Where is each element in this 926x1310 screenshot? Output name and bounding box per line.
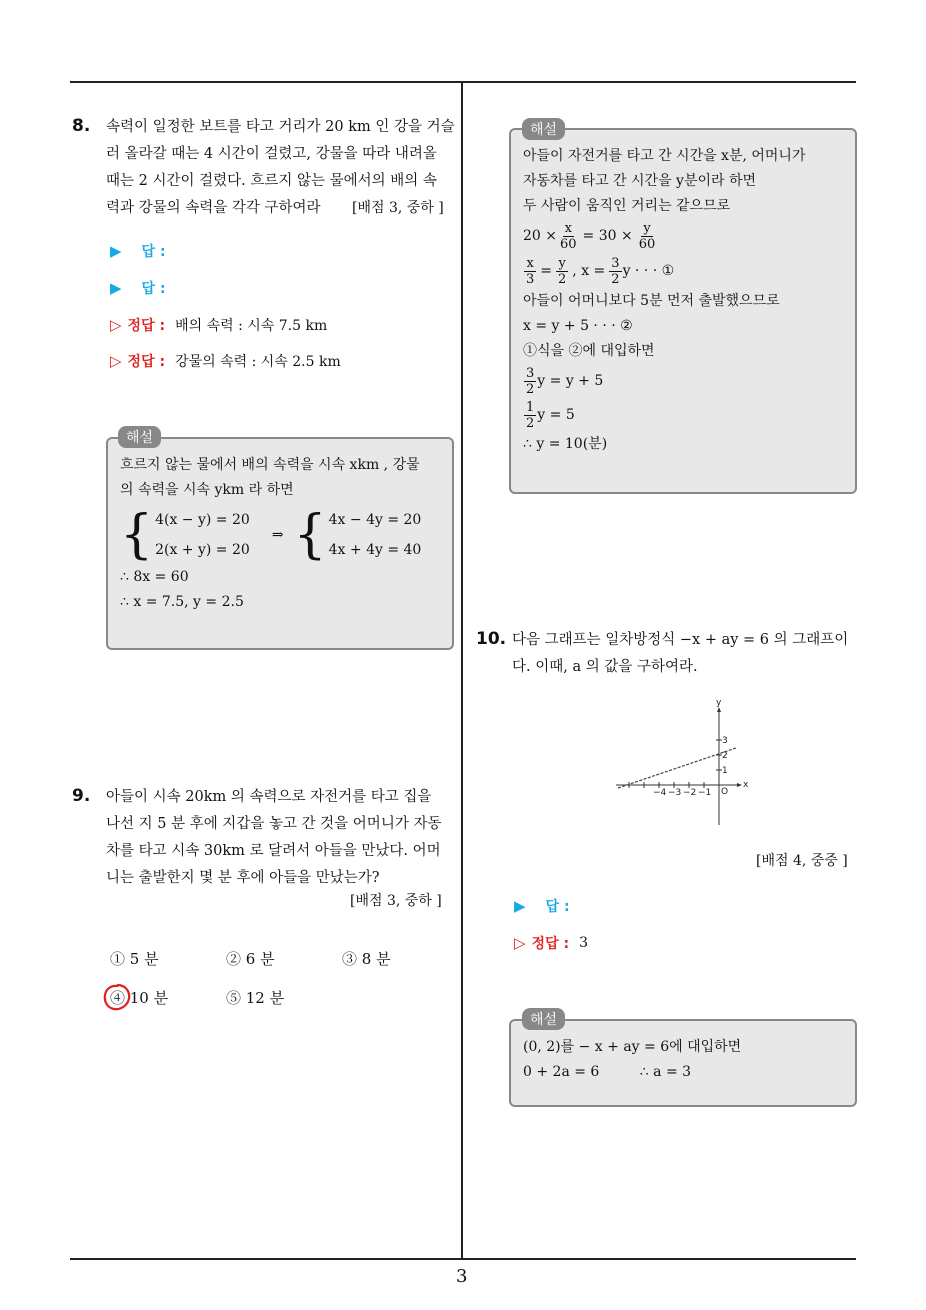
x-tick-label: −1 bbox=[698, 788, 712, 798]
fraction: $\frac{y}{60}$ bbox=[638, 220, 656, 252]
option-2[interactable]: ② 6 분 bbox=[226, 950, 275, 968]
question-line: 나선 지 5 분 후에 지갑을 놓고 간 것을 어머니가 자동 bbox=[106, 816, 442, 832]
solution-line: ∴ y = 10(분) bbox=[523, 436, 608, 452]
equation-system-2: { 4x − 4y = 20 4x + 4y = 40 bbox=[293, 505, 422, 565]
play-triangle-icon: ▶ bbox=[514, 897, 526, 915]
question-line: 니는 출발한지 몇 분 후에 아들을 만났는가? bbox=[106, 870, 380, 886]
implies-arrow: ⇒ bbox=[271, 526, 284, 543]
option-5[interactable]: ⑤ 12 분 bbox=[226, 989, 285, 1007]
y-tick-label: 3 bbox=[722, 736, 728, 746]
solution-equation: $\frac{3}{2}$ y = y + 5 bbox=[526, 365, 604, 397]
solution-line: (0, 2)를 − x + ay = 6에 대입하면 bbox=[523, 1039, 742, 1055]
x-tick-label: −3 bbox=[668, 788, 682, 798]
fraction: $\frac{x}{60}$ bbox=[560, 220, 577, 252]
question-10-number: 10. bbox=[476, 629, 507, 649]
solution-equation: 20 × $\frac{x}{60}$ = 30 × $\frac{y}{60}$ bbox=[523, 220, 656, 252]
equation: 2(x + y) = 20 bbox=[155, 542, 250, 558]
selected-circle-mark bbox=[102, 982, 132, 1012]
question-9-score: [배점 3, 중하 ] bbox=[350, 893, 442, 909]
y-axis-label: y bbox=[716, 698, 722, 708]
fraction: $\frac{x}{3}$ bbox=[526, 255, 535, 287]
question-line: 아들이 시속 20km 의 속력으로 자전거를 타고 집을 bbox=[106, 789, 432, 805]
question-line: 다음 그래프는 일차방정식 −x + ay = 6 의 그래프이 bbox=[512, 632, 849, 648]
equation-system-1: { 4(x − y) = 20 2(x + y) = 20 bbox=[120, 505, 250, 565]
answer-label: 답 : bbox=[141, 281, 166, 297]
solution-line: x = y + 5 · · · ② bbox=[523, 318, 633, 334]
bottom-rule bbox=[70, 1258, 856, 1260]
solution-line: 0 + 2a = 6 ∴ a = 3 bbox=[523, 1064, 692, 1080]
solution-line: ∴ x = 7.5, y = 2.5 bbox=[120, 594, 244, 610]
solution-line: ∴ 8x = 60 bbox=[120, 569, 189, 585]
solution-line: 흐르지 않는 물에서 배의 속력을 시속 xkm , 강물 bbox=[120, 457, 420, 473]
equation: 4x + 4y = 40 bbox=[328, 542, 422, 558]
page-number: 3 bbox=[456, 1266, 468, 1287]
question-9-text bbox=[106, 784, 456, 892]
option-1[interactable]: ① 5 분 bbox=[110, 950, 159, 968]
correct-answer-row bbox=[110, 351, 341, 371]
solution-line: 아들이 자전거를 타고 간 시간을 x분, 어머니가 bbox=[523, 148, 806, 164]
fraction: $\frac{1}{2}$ bbox=[526, 399, 535, 431]
answer-row[interactable] bbox=[514, 896, 570, 916]
question-line: 력과 강물의 속력을 각각 구하여라 bbox=[106, 200, 321, 216]
correct-value: 3 bbox=[579, 935, 588, 951]
outline-triangle-icon: ▷ bbox=[514, 934, 526, 952]
solution-line: 자동차를 타고 간 시간을 y분이라 하면 bbox=[523, 173, 757, 189]
solution-tab: 해설 bbox=[522, 118, 565, 140]
question-10-text bbox=[512, 627, 860, 681]
answer-label: 답 : bbox=[545, 899, 570, 915]
correct-value: 배의 속력 : 시속 7.5 km bbox=[175, 318, 328, 334]
question-line: 차를 타고 시속 30km 로 달려서 아들을 만났다. 어머 bbox=[106, 843, 441, 859]
correct-label: 정답 : bbox=[127, 354, 166, 370]
play-triangle-icon: ▶ bbox=[110, 242, 122, 260]
question-9-number: 9. bbox=[72, 786, 91, 806]
solution-box-q8 bbox=[106, 437, 454, 650]
x-tick-label: −4 bbox=[653, 788, 667, 798]
x-axis-arrow bbox=[737, 783, 742, 787]
question-line: 다. 이때, a 의 값을 구하여라. bbox=[512, 659, 698, 675]
option-3[interactable]: ③ 8 분 bbox=[342, 950, 391, 968]
question-line: 때는 2 시간이 걸렸다. 흐르지 않는 물에서의 배의 속 bbox=[106, 173, 437, 189]
x-tick-label: −2 bbox=[683, 788, 697, 798]
solution-tab: 해설 bbox=[118, 426, 161, 448]
y-tick-label: 2 bbox=[722, 751, 728, 761]
equation: 4(x − y) = 20 bbox=[155, 512, 250, 528]
solution-line: 의 속력을 시속 ykm 라 하면 bbox=[120, 482, 294, 498]
solution-line: 두 사람이 움직인 거리는 같으므로 bbox=[523, 198, 731, 214]
question-8-number: 8. bbox=[72, 116, 91, 136]
question-10-score: [배점 4, 중중 ] bbox=[756, 853, 848, 869]
linear-equation-graph bbox=[608, 695, 758, 830]
solution-equation: $\frac{1}{2}$ y = 5 bbox=[526, 399, 575, 431]
correct-label: 정답 : bbox=[127, 318, 166, 334]
play-triangle-icon: ▶ bbox=[110, 279, 122, 297]
question-8-score: [배점 3, 중하 ] bbox=[352, 200, 444, 216]
solution-line: 아들이 어머니보다 5분 먼저 출발했으므로 bbox=[523, 293, 780, 309]
option-4[interactable]: ④ 10 분 bbox=[110, 989, 169, 1007]
origin-label: O bbox=[721, 787, 729, 797]
question-line: 러 올라갈 때는 4 시간이 걸렸고, 강물을 따라 내려올 bbox=[106, 146, 437, 162]
fraction: $\frac{y}{2}$ bbox=[558, 255, 567, 287]
solution-box-q10 bbox=[509, 1019, 857, 1107]
equation: 4x − 4y = 20 bbox=[328, 512, 422, 528]
answer-row[interactable] bbox=[110, 278, 166, 298]
solution-box-q9 bbox=[509, 128, 857, 494]
correct-value: 강물의 속력 : 시속 2.5 km bbox=[175, 354, 341, 370]
solution-line: ①식을 ②에 대입하면 bbox=[523, 343, 655, 359]
outline-triangle-icon: ▷ bbox=[110, 352, 122, 370]
correct-answer-row bbox=[110, 315, 327, 335]
solution-tab: 해설 bbox=[522, 1008, 565, 1030]
correct-answer-row bbox=[514, 933, 588, 953]
graph-line bbox=[618, 748, 736, 788]
column-divider bbox=[461, 82, 463, 1260]
outline-triangle-icon: ▷ bbox=[110, 316, 122, 334]
top-rule bbox=[70, 81, 856, 83]
answer-label: 답 : bbox=[141, 244, 166, 260]
x-axis-label: x bbox=[743, 780, 749, 790]
fraction: $\frac{3}{2}$ bbox=[611, 255, 620, 287]
fraction: $\frac{3}{2}$ bbox=[526, 365, 535, 397]
solution-equation: $\frac{x}{3}$ = $\frac{y}{2}$ , x = $\frac{3}{2}$ y · · · ① bbox=[526, 255, 675, 287]
question-line: 속력이 일정한 보트를 타고 거리가 20 km 인 강을 거슬 bbox=[106, 119, 455, 135]
correct-label: 정답 : bbox=[531, 936, 570, 952]
answer-row[interactable] bbox=[110, 241, 166, 261]
y-tick-label: 1 bbox=[722, 766, 728, 776]
